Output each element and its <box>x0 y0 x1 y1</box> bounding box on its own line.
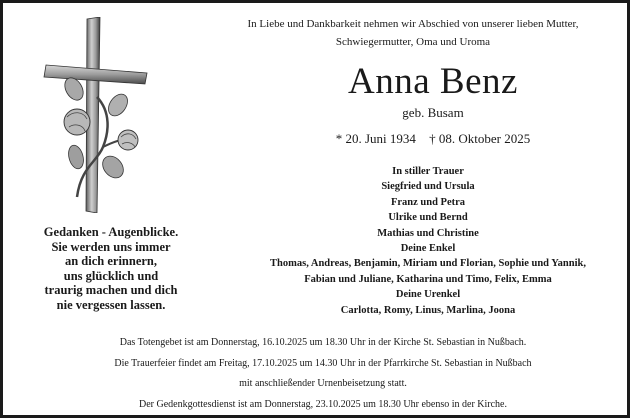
funeral-service-cont: mit anschließender Urnenbeisetzung statt. <box>239 378 407 389</box>
mourners-heading: In stiller Trauer <box>392 166 464 177</box>
mourner-line: Mathias und Christine <box>377 227 479 239</box>
cross-with-roses-icon <box>41 17 151 213</box>
grandchildren-line: Thomas, Andreas, Benjamin, Miriam und Florian, Sophie und Yannik, <box>270 258 586 270</box>
memorial-poem <box>11 225 211 313</box>
mourners-list <box>223 164 630 318</box>
death-date: † 08. Oktober 2025 <box>429 131 531 146</box>
poem-line: traurig machen und dich <box>44 283 178 298</box>
funeral-service: Die Trauerfeier findet am Freitag, 17.10.2025 um 14.30 Uhr in der Pfarrkirche St. Sebastian in Nußbach <box>114 357 532 369</box>
life-dates <box>283 131 583 147</box>
mourner-line: Franz und Petra <box>390 196 466 208</box>
intro-line-1: In Liebe und Dankbarkeit nehmen wir Abschied von unserer lieben Mutter, <box>247 18 579 30</box>
prayer-service: Das Totengebet ist am Donnerstag, 16.10.2025 um 18.30 Uhr in der Kirche St. Sebastian in Nußbach. <box>119 337 527 348</box>
grandchildren-heading: Deine Enkel <box>400 243 456 255</box>
maiden-name: geb. Busam <box>402 105 464 120</box>
service-announcements <box>43 333 603 415</box>
intro-text <box>223 15 603 51</box>
intro-line-2: Schwiegermutter, Oma und Uroma <box>335 36 491 48</box>
mourner-line: Siegfried und Ursula <box>381 181 475 193</box>
poem-line: an dich erinnern, <box>64 254 158 269</box>
memorial-mass: Der Gedenkgottesdienst ist am Donnerstag, 23.10.2025 um 18.30 Uhr ebenso in der Kirche. <box>139 398 507 410</box>
grandchildren-line: Fabian und Juliane, Katharina und Timo, Felix, Emma <box>304 273 552 285</box>
poem-line: Gedanken - Augenblicke. <box>43 225 179 239</box>
great-grandchildren-heading: Deine Urenkel <box>395 289 461 301</box>
poem-line: uns glücklich und <box>63 268 159 283</box>
birth-date: * 20. Juni 1934 <box>335 131 416 146</box>
mourner-line: Ulrike und Bernd <box>388 212 468 224</box>
poem-line: Sie werden uns immer <box>51 239 171 254</box>
great-grandchildren-line: Carlotta, Romy, Linus, Marlina, Joona <box>340 304 516 316</box>
deceased-name: Anna Benz <box>348 61 518 102</box>
poem-line: nie vergessen lassen. <box>56 297 166 312</box>
